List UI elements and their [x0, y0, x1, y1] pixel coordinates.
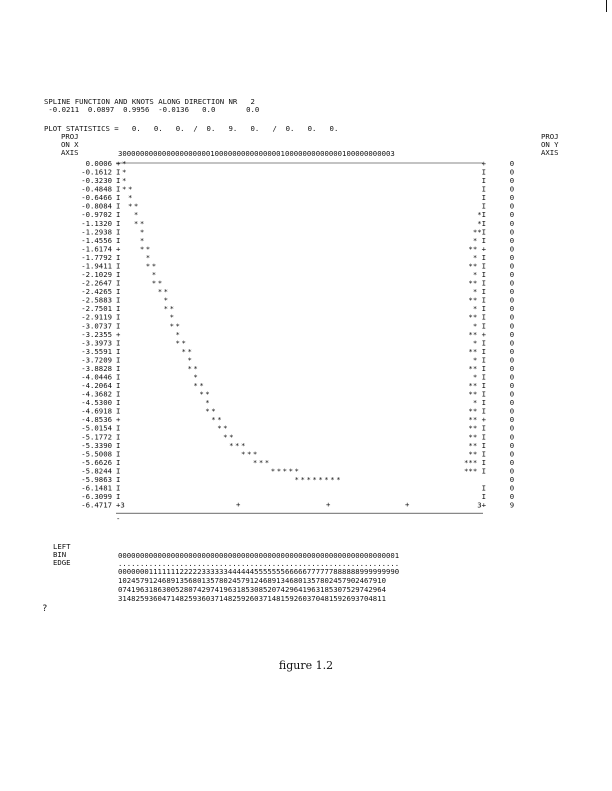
- curve-star: *: [122, 184, 127, 194]
- y-count-label: 0: [509, 346, 515, 356]
- left-axis-mark: I: [116, 389, 121, 399]
- bin-edge-row-0: 0000000000000000000000000000000000000000000000000000000000000001: [118, 551, 400, 560]
- right-side-mark: * I: [472, 270, 486, 280]
- y-tick-label: -2.9119: [81, 312, 112, 322]
- figure-caption: figure 1.2: [278, 659, 334, 672]
- y-count-label: 0: [509, 492, 515, 502]
- curve-star: *: [175, 321, 180, 331]
- y-tick-label: -0.8084: [81, 201, 112, 211]
- curve-star: *: [145, 244, 151, 254]
- right-side-mark: ** I: [468, 278, 486, 288]
- right-side-mark: * I: [472, 372, 486, 382]
- left-axis-mark: I: [116, 474, 121, 484]
- right-side-mark: ** I: [468, 381, 486, 391]
- curve-star: *: [163, 295, 169, 305]
- right-side-mark: ** I: [468, 432, 486, 442]
- y-count-label: 0: [509, 398, 515, 408]
- right-side-mark: * I: [472, 338, 486, 348]
- y-count-label: 0: [509, 321, 515, 331]
- y-tick-label: -3.7209: [81, 355, 112, 365]
- left-label-1: LEFT: [53, 542, 71, 551]
- curve-star: *: [270, 466, 276, 476]
- y-count-label: 0: [509, 176, 515, 186]
- right-side-mark: I: [481, 201, 486, 211]
- y-count-label: 0: [509, 466, 515, 476]
- curve-star: *: [229, 432, 234, 442]
- y-count-label: 0: [509, 338, 515, 348]
- y-count-label: 0: [509, 415, 515, 425]
- left-axis-mark: I: [116, 338, 121, 348]
- y-tick-label: -4.2064: [81, 381, 112, 391]
- left-axis-mark: I: [116, 457, 121, 467]
- curve-star: *: [169, 312, 175, 322]
- curve-star: *: [205, 406, 210, 416]
- right-side-mark: ** I: [468, 363, 486, 373]
- curve-star: *: [193, 363, 198, 373]
- left-axis-mark: +3: [116, 500, 125, 510]
- y-count-label: 0: [509, 210, 515, 220]
- curve-star: *: [193, 372, 198, 382]
- bottom-axis-tick: +: [326, 500, 331, 510]
- right-side-mark: ** +: [468, 329, 486, 339]
- y-count-label: 0: [509, 261, 515, 271]
- y-count-label: 0: [509, 474, 515, 484]
- header-title: SPLINE FUNCTION AND KNOTS ALONG DIRECTION NR 2: [44, 97, 255, 106]
- y-count-label: 0: [509, 483, 515, 493]
- right-side-mark: ** +: [468, 415, 486, 425]
- y-tick-label: -0.9702: [81, 210, 112, 220]
- left-axis-mark: I: [116, 432, 121, 442]
- y-count-label: 0: [509, 423, 515, 433]
- right-side-mark: ** I: [468, 346, 486, 356]
- left-axis-mark: +: [116, 244, 121, 254]
- left-axis-mark: I: [116, 184, 121, 194]
- left-axis-mark: I: [116, 287, 121, 297]
- curve-star: *: [133, 210, 139, 220]
- y-tick-label: -2.1029: [81, 270, 112, 280]
- curve-star: *: [169, 321, 175, 331]
- y-count-label: 0: [509, 252, 515, 262]
- y-count-label: 0: [509, 440, 515, 450]
- y-tick-label: -3.2355: [81, 329, 112, 339]
- curve-star: *: [193, 381, 198, 391]
- curve-star: *: [241, 449, 246, 459]
- y-tick-label: -6.3099: [81, 492, 112, 502]
- curve-star: *: [324, 474, 329, 484]
- y-tick-label: -1.2938: [81, 227, 112, 237]
- y-count-label: 0: [509, 312, 515, 322]
- left-axis-mark: I: [116, 492, 121, 502]
- left-axis-mark: I: [116, 449, 121, 459]
- y-tick-label: 0.0006: [85, 159, 112, 168]
- left-label-2: BIN: [53, 550, 67, 559]
- y-tick-label: -4.5300: [81, 398, 112, 408]
- curve-star: *: [122, 176, 127, 186]
- curve-star: *: [217, 415, 222, 425]
- left-axis-title-3: AXIS: [61, 148, 79, 157]
- curve-star: *: [223, 432, 228, 442]
- curve-star: *: [163, 304, 169, 314]
- question-mark: ?: [42, 604, 48, 614]
- right-side-mark: ** I: [468, 261, 486, 271]
- curve-star: *: [252, 457, 258, 467]
- y-count-label: 0: [509, 244, 515, 254]
- curve-star: *: [122, 159, 127, 168]
- y-count-label: 0: [509, 167, 515, 177]
- left-axis-mark: I: [116, 218, 121, 228]
- right-side-mark: +: [481, 159, 486, 168]
- y-tick-label: -5.8244: [81, 466, 112, 476]
- y-tick-label: -1.7792: [81, 252, 112, 262]
- y-count-label: 0: [509, 329, 515, 339]
- curve-star: *: [199, 389, 204, 399]
- curve-star: *: [258, 457, 264, 467]
- right-axis-title-1: PROJ: [541, 132, 559, 141]
- left-axis-mark: I: [116, 261, 121, 271]
- bin-edge-row-4: 3148259360471482593603714825926037148159260370481592693704811: [118, 594, 386, 603]
- y-count-label: 0: [509, 457, 515, 467]
- left-axis-mark: I: [116, 423, 121, 433]
- right-side-mark: 3+: [477, 500, 486, 510]
- left-axis-mark: I: [116, 363, 121, 373]
- curve-star: *: [151, 278, 157, 288]
- left-axis-mark: +: [116, 329, 121, 339]
- y-tick-label: -4.0446: [81, 372, 112, 382]
- curve-star: *: [187, 355, 192, 365]
- right-side-mark: ** I: [468, 406, 486, 416]
- curve-star: *: [306, 474, 311, 484]
- right-side-mark: I: [481, 176, 486, 186]
- left-axis-title-2: ON X: [61, 140, 79, 149]
- curve-star: *: [127, 193, 133, 203]
- right-side-mark: ** I: [468, 440, 486, 450]
- y-count-label: 9: [509, 500, 515, 510]
- right-side-mark: * I: [472, 321, 486, 331]
- left-axis-mark: I: [116, 295, 121, 305]
- right-side-mark: * I: [472, 398, 486, 408]
- left-axis-mark: I: [116, 440, 121, 450]
- curve-star: *: [288, 466, 294, 476]
- left-label-3: EDGE: [53, 558, 71, 567]
- bin-edge-row-2: 1024579124689135680135780245791246891346801357802457902467910: [118, 576, 386, 585]
- left-axis-mark: I: [116, 346, 121, 356]
- curve-star: *: [139, 244, 145, 254]
- left-axis-mark: I: [116, 201, 121, 211]
- y-tick-label: -2.7501: [81, 304, 112, 314]
- left-axis-mark: +: [116, 159, 121, 168]
- curve-star: *: [151, 270, 157, 280]
- curve-star: *: [241, 440, 246, 450]
- curve-star: *: [211, 415, 216, 425]
- y-tick-label: -3.8828: [81, 363, 112, 373]
- right-side-mark: ** I: [468, 312, 486, 322]
- y-tick-label: -5.0154: [81, 423, 112, 433]
- curve-star: *: [205, 398, 210, 408]
- curve-star: *: [300, 474, 305, 484]
- y-tick-label: -1.9411: [81, 261, 112, 271]
- left-axis-mark: +: [116, 415, 121, 425]
- right-side-mark: *I: [477, 210, 486, 220]
- curve-star: *: [157, 287, 163, 297]
- left-axis-mark: I: [116, 227, 121, 237]
- left-axis-mark: I: [116, 193, 121, 203]
- y-tick-label: -0.6466: [81, 193, 112, 203]
- y-count-label: 0: [509, 287, 515, 297]
- right-side-mark: * I: [472, 304, 486, 314]
- y-count-label: 0: [509, 270, 515, 280]
- left-axis-mark: I: [116, 372, 121, 382]
- y-count-label: 0: [509, 184, 515, 194]
- right-side-mark: I: [481, 167, 486, 177]
- curve-star: *: [252, 449, 258, 459]
- y-tick-label: -2.5883: [81, 295, 112, 305]
- curve-star: *: [276, 466, 282, 476]
- right-side-mark: **I: [472, 227, 486, 237]
- left-axis-mark: I: [116, 304, 121, 314]
- curve-star: *: [246, 449, 252, 459]
- right-axis-title-2: ON Y: [541, 140, 559, 149]
- curve-star: *: [264, 457, 270, 467]
- right-side-mark: I: [481, 492, 486, 502]
- y-tick-label: -0.1612: [81, 167, 112, 177]
- y-count-label: 0: [509, 201, 515, 211]
- y-count-label: 0: [509, 235, 515, 245]
- curve-star: *: [145, 261, 151, 271]
- curve-star: *: [139, 218, 145, 228]
- y-tick-label: -5.3390: [81, 440, 112, 450]
- curve-star: *: [229, 440, 234, 450]
- curve-star: *: [199, 381, 204, 391]
- curve-star: *: [282, 466, 288, 476]
- curve-star: *: [169, 304, 175, 314]
- bottom-axis-tick: +: [236, 500, 241, 510]
- y-count-label: 0: [509, 381, 515, 391]
- curve-star: *: [139, 235, 145, 245]
- right-side-mark: *** I: [464, 466, 486, 476]
- left-dash: -: [116, 514, 121, 524]
- right-side-mark: ** I: [468, 423, 486, 433]
- y-count-label: 0: [509, 218, 515, 228]
- right-side-mark: ** I: [468, 449, 486, 459]
- y-count-label: 0: [509, 355, 515, 365]
- y-count-label: 0: [509, 304, 515, 314]
- y-tick-label: -6.4717: [81, 500, 112, 510]
- left-axis-mark: I: [116, 406, 121, 416]
- y-tick-label: -2.4265: [81, 287, 112, 297]
- right-side-mark: ** I: [468, 389, 486, 399]
- right-side-mark: * I: [472, 355, 486, 365]
- curve-star: *: [187, 363, 192, 373]
- left-axis-mark: I: [116, 270, 121, 280]
- curve-star: *: [294, 466, 299, 476]
- y-count-label: 0: [509, 193, 515, 203]
- curve-star: *: [151, 261, 157, 271]
- bin-edge-row-3: 0741963186300528074297419631853085207429641963185307529742964: [118, 585, 386, 594]
- left-axis-mark: I: [116, 176, 121, 186]
- curve-star: *: [211, 406, 216, 416]
- curve-star: *: [223, 423, 228, 433]
- y-count-label: 0: [509, 227, 515, 237]
- right-side-mark: *I: [477, 218, 486, 228]
- curve-star: *: [217, 423, 222, 433]
- y-count-label: 0: [509, 363, 515, 373]
- right-side-mark: ** +: [468, 244, 486, 254]
- curve-star: *: [139, 227, 145, 237]
- y-tick-label: -5.9863: [81, 474, 112, 484]
- curve-star: *: [175, 338, 180, 348]
- left-axis-mark: I: [116, 167, 121, 177]
- y-tick-label: -2.2647: [81, 278, 112, 288]
- right-side-mark: I: [481, 193, 486, 203]
- curve-star: *: [181, 346, 186, 356]
- curve-star: *: [145, 252, 151, 262]
- y-tick-label: -6.1481: [81, 483, 112, 493]
- y-tick-label: -4.3682: [81, 389, 112, 399]
- left-axis-title-1: PROJ: [61, 132, 79, 141]
- right-axis-title-3: AXIS: [541, 148, 559, 157]
- left-axis-mark: I: [116, 321, 121, 331]
- header-values: -0.0211 0.0897 0.9956 -0.0136 0.0 0.0: [44, 105, 260, 114]
- y-tick-label: -0.4848: [81, 184, 112, 194]
- curve-star: *: [175, 329, 180, 339]
- bin-edge-dots: ................................................................: [118, 559, 400, 568]
- curve-star: *: [336, 474, 341, 484]
- left-axis-mark: I: [116, 483, 121, 493]
- y-tick-label: -3.0737: [81, 321, 112, 331]
- y-tick-label: -1.1320: [81, 218, 112, 228]
- curve-star: *: [133, 201, 139, 211]
- y-tick-label: -5.1772: [81, 432, 112, 442]
- y-count-label: 0: [509, 432, 515, 442]
- right-side-mark: I: [481, 184, 486, 194]
- curve-star: *: [163, 287, 169, 297]
- left-axis-mark: I: [116, 355, 121, 365]
- y-tick-label: -4.8536: [81, 415, 112, 425]
- y-count-label: 0: [509, 295, 515, 305]
- curve-star: *: [122, 167, 127, 177]
- y-tick-label: -1.6174: [81, 244, 112, 254]
- curve-star: *: [205, 389, 210, 399]
- plot-statistics: PLOT STATISTICS = 0. 0. 0. / 0. 9. 0. / 0. 0. 0.: [44, 124, 339, 133]
- y-tick-label: -5.6626: [81, 457, 112, 467]
- left-axis-mark: I: [116, 210, 121, 220]
- curve-star: *: [127, 201, 133, 211]
- y-count-label: 0: [509, 278, 515, 288]
- right-side-mark: * I: [472, 287, 486, 297]
- y-tick-label: -5.5008: [81, 449, 112, 459]
- left-axis-mark: I: [116, 235, 121, 245]
- right-side-mark: I: [481, 483, 486, 493]
- curve-star: *: [127, 184, 133, 194]
- y-count-label: 0: [509, 406, 515, 416]
- curve-star: *: [157, 278, 163, 288]
- left-axis-mark: I: [116, 312, 121, 322]
- left-axis-mark: I: [116, 466, 121, 476]
- curve-star: *: [330, 474, 335, 484]
- curve-star: *: [312, 474, 317, 484]
- left-axis-mark: I: [116, 381, 121, 391]
- y-count-label: 0: [509, 449, 515, 459]
- bottom-axis-tick: +: [405, 500, 410, 510]
- y-tick-label: -3.5591: [81, 346, 112, 356]
- y-count-label: 0: [509, 372, 515, 382]
- curve-star: *: [294, 474, 299, 484]
- right-side-mark: * I: [472, 235, 486, 245]
- y-count-label: 0: [509, 389, 515, 399]
- left-axis-mark: I: [116, 278, 121, 288]
- top-scale: 300000000000000000000100000000000000010000000000000100000000003: [118, 149, 395, 158]
- bin-edge-row-1: 0000000111111122222333333444444555555566666777777888888999999990: [118, 567, 400, 576]
- y-tick-label: -0.3230: [81, 176, 112, 186]
- left-axis-mark: I: [116, 252, 121, 262]
- curve-star: *: [235, 440, 240, 450]
- curve-star: *: [187, 346, 192, 356]
- y-count-label: 0: [509, 159, 515, 168]
- y-tick-label: -4.6918: [81, 406, 112, 416]
- right-side-mark: * I: [472, 252, 486, 262]
- y-tick-label: -3.3973: [81, 338, 112, 348]
- curve-star: *: [133, 218, 139, 228]
- right-side-mark: ** I: [468, 295, 486, 305]
- y-tick-label: -1.4556: [81, 235, 112, 245]
- curve-star: *: [318, 474, 323, 484]
- right-side-mark: *** I: [464, 457, 486, 467]
- curve-star: *: [181, 338, 186, 348]
- left-axis-mark: I: [116, 398, 121, 408]
